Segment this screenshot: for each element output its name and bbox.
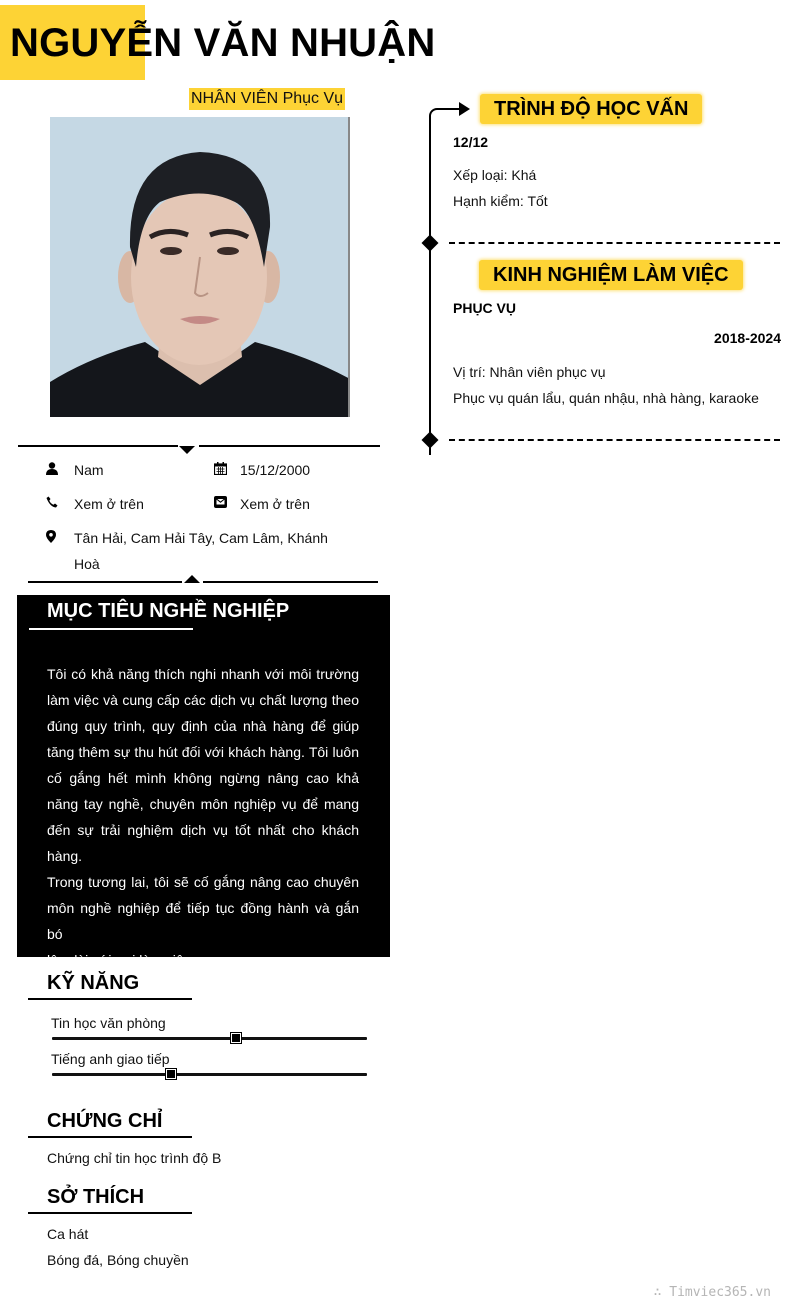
map-marker-icon (44, 529, 58, 543)
job-position: NHÂN VIÊN Phục Vụ (189, 88, 345, 110)
objective-line: lâu dài với nơi làm việc (47, 952, 191, 968)
skills-title: KỸ NĂNG (47, 972, 140, 994)
education-rank: Xếp loại: Khá (453, 167, 537, 183)
hobby-item: Bóng đá, Bóng chuyền (47, 1252, 189, 1268)
skill-bar-track (52, 1073, 367, 1076)
education-level: 12/12 (453, 134, 489, 150)
objective-line: cố gắng hết mình không ngừng nâng cao khả (47, 770, 359, 786)
calendar-icon (213, 461, 227, 475)
phone-value: Xem ở trên (74, 496, 144, 512)
objective-title: MỤC TIÊU NGHỀ NGHIỆP (47, 600, 290, 622)
arrow-right-icon (459, 102, 470, 116)
objective-title-underline (29, 628, 193, 630)
objective-line: năng tay nghề, chuyên môn nghiệp vụ để mang (47, 796, 359, 812)
hobby-item: Ca hát (47, 1226, 89, 1242)
skills-title-underline (28, 998, 192, 1000)
info-divider-top-left (18, 445, 178, 447)
gender-value: Nam (74, 462, 104, 478)
envelope-icon (213, 495, 227, 509)
candidate-name: NGUYỄN VĂN NHUẬN (10, 21, 436, 65)
timeline-connector (441, 108, 461, 110)
experience-description: Phục vụ quán lẩu, quán nhậu, nhà hàng, karaoke (453, 390, 759, 406)
objective-line: đến sự trải nghiệm dịch vụ tốt nhất cho khách (47, 822, 359, 838)
experience-title: KINH NGHIỆM LÀM VIỆC (479, 260, 743, 290)
timeline-corner (429, 108, 443, 122)
section-dashed-divider (449, 439, 780, 441)
triangle-up-icon (184, 575, 200, 583)
objective-line: Tôi có khả năng thích nghi nhanh với môi trường (47, 666, 359, 682)
skill-name: Tin học văn phòng (51, 1015, 166, 1031)
experience-role: Vị trí: Nhân viên phục vụ (453, 364, 606, 380)
objective-line: làm việc và cung cấp các dịch vụ chất lượng theo (47, 692, 359, 708)
profile-photo (50, 117, 350, 417)
email-value: Xem ở trên (240, 496, 310, 512)
info-divider-bottom-right (203, 581, 378, 583)
skill-bar-track (52, 1037, 367, 1040)
phone-icon (45, 495, 59, 509)
education-title: TRÌNH ĐỘ HỌC VẤN (480, 94, 702, 124)
skill-name: Tiếng anh giao tiếp (51, 1051, 170, 1067)
portrait-icon (50, 117, 350, 417)
triangle-down-icon (179, 446, 195, 454)
timeline-diamond-icon (422, 235, 439, 252)
info-divider-top-right (199, 445, 380, 447)
objective-line: đúng quy trình, quy định của nhà hàng để giúp (47, 718, 359, 734)
timeline-diamond-icon (422, 432, 439, 449)
objective-line: tăng thêm sự thu hút đối với khách hàng. Tôi luôn (47, 744, 359, 760)
hobbies-title-underline (28, 1212, 192, 1214)
objective-text (47, 661, 359, 973)
hobbies-title: SỞ THÍCH (47, 1186, 145, 1208)
timeline-line (429, 120, 431, 455)
experience-company: PHỤC VỤ (453, 300, 517, 316)
objective-line: Trong tương lai, tôi sẽ cố gắng nâng cao chuyên (47, 874, 359, 890)
certificate-item: Chứng chỉ tin học trình độ B (47, 1150, 222, 1166)
info-divider-bottom-left (28, 581, 182, 583)
career-objective-section (17, 595, 390, 968)
watermark: ∴ Timviec365.vn (653, 1285, 771, 1300)
section-dashed-divider (449, 242, 780, 244)
address-line-2: Hoà (74, 556, 100, 572)
objective-line: môn nghề nghiệp để tiếp tục đồng hành và gắn bó (47, 900, 359, 942)
birthday-value: 15/12/2000 (240, 462, 311, 478)
address-value (74, 525, 334, 577)
address-line-1: Tân Hải, Cam Hải Tây, Cam Lâm, Khánh (74, 530, 328, 546)
certificates-title-underline (28, 1136, 192, 1138)
experience-period: 2018-2024 (714, 330, 781, 346)
certificates-title: CHỨNG CHỈ (47, 1110, 163, 1132)
objective-line: hàng. (47, 848, 83, 864)
skill-bar-knob (165, 1068, 177, 1080)
education-conduct: Hạnh kiểm: Tốt (453, 193, 548, 209)
user-icon (45, 461, 59, 475)
skill-bar-knob (230, 1032, 242, 1044)
